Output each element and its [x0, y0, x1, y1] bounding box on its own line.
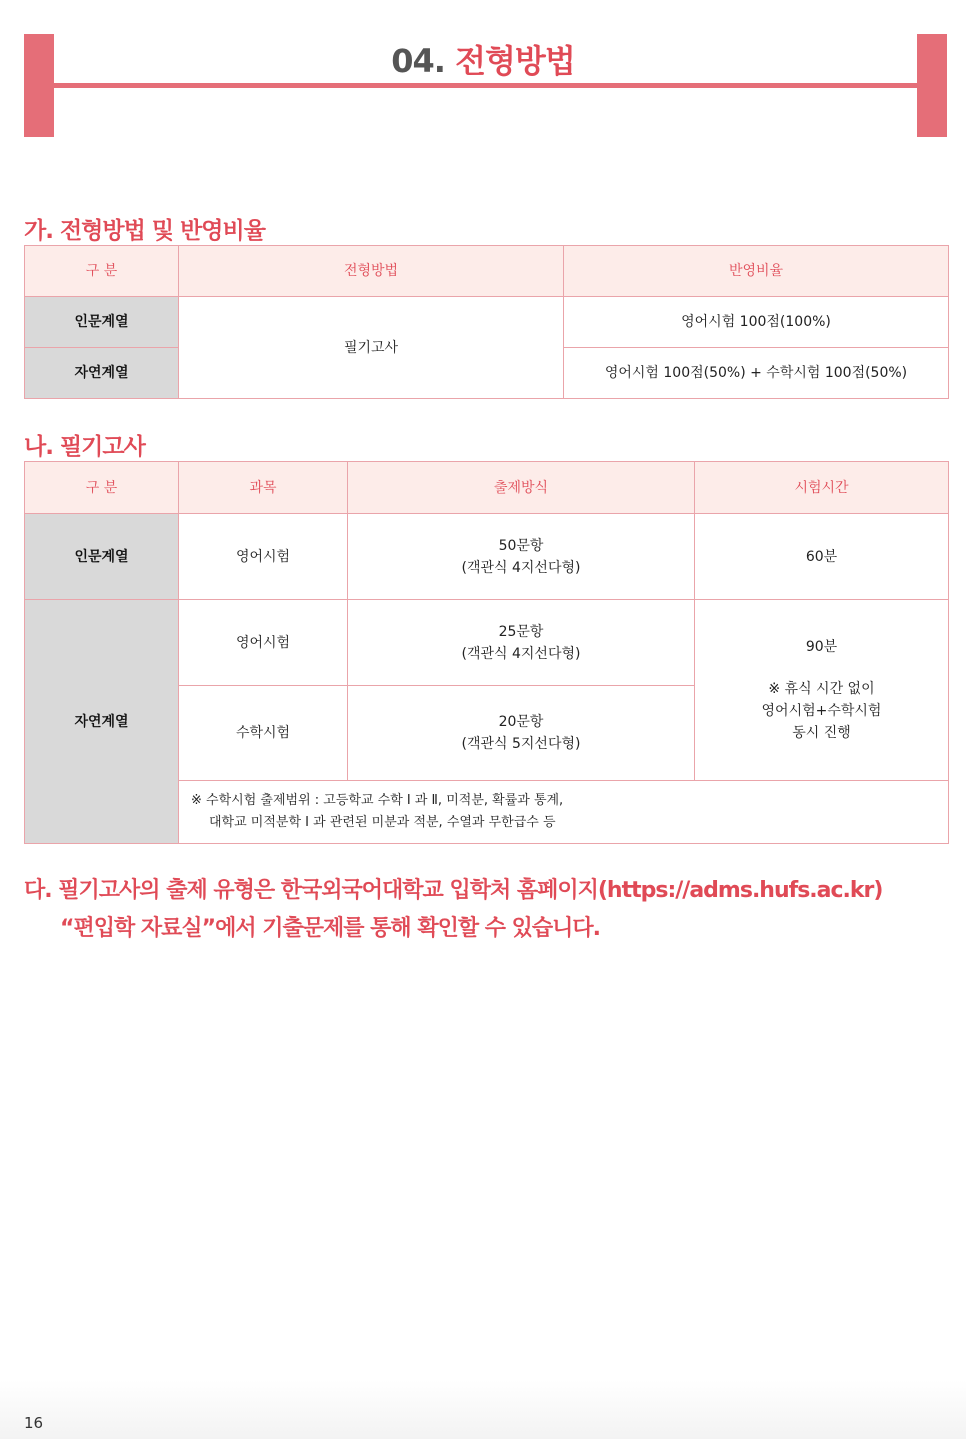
time-note-3: 동시 진행 [792, 725, 851, 741]
page-title [0, 36, 966, 82]
category-natural: 자연계열 [25, 348, 179, 399]
table-row [25, 297, 949, 348]
section-b-title: 나. 필기고사 [24, 434, 145, 460]
time-humanities: 60분 [695, 514, 949, 600]
format-cell [348, 514, 695, 600]
subject-english: 영어시험 [179, 600, 348, 686]
selection-method-table [24, 245, 949, 399]
format-type: (객관식 4지선다형) [461, 645, 581, 662]
note-line-1: ※ 수학시험 출제범위 : 고등학교 수학 Ⅰ 과 Ⅱ, 미적분, 확률과 통계, [191, 793, 564, 808]
format-type: (객관식 5지선다형) [461, 736, 581, 752]
page-title-text: 전형방법 [455, 42, 575, 80]
format-count: 20문항 [498, 714, 544, 730]
category-natural: 자연계열 [25, 600, 179, 844]
header-ratio: 반영비율 [564, 246, 949, 297]
header-time: 시험시간 [695, 462, 949, 514]
section-c-line-1: 다. 필기고사의 출제 유형은 한국외국어대학교 입학처 홈페이지(https://adms.hufs.ac.kr) [24, 878, 883, 903]
page-number: 16 [24, 1414, 44, 1432]
format-cell [348, 600, 695, 686]
math-scope-note [179, 781, 949, 844]
table-header-row [25, 246, 949, 297]
category-humanities: 인문계열 [25, 514, 179, 600]
table-row [25, 600, 949, 686]
header-category: 구 분 [25, 246, 179, 297]
footer-shade [0, 1380, 966, 1439]
section-c-text [24, 872, 954, 948]
ratio-natural: 영어시험 100점(50%) + 수학시험 100점(50%) [564, 348, 949, 399]
time-natural: 90분 [805, 639, 838, 655]
section-a-title: 가. 전형방법 및 반영비율 [24, 218, 265, 244]
section-c-line-2: “편입학 자료실”에서 기출문제를 통해 확인할 수 있습니다. [60, 916, 601, 941]
table-row [25, 514, 949, 600]
table-header-row [25, 462, 949, 514]
header-line [54, 83, 917, 88]
time-natural-cell [695, 600, 949, 781]
category-humanities: 인문계열 [25, 297, 179, 348]
note-line-2: 대학교 미적분학 Ⅰ 과 관련된 미분과 적분, 수열과 무한급수 등 [209, 815, 556, 830]
format-count: 50문항 [498, 537, 544, 554]
header-category: 구 분 [25, 462, 179, 514]
method-cell: 필기고사 [179, 297, 564, 399]
ratio-humanities: 영어시험 100점(100%) [564, 297, 949, 348]
page-title-number: 04. [391, 42, 445, 80]
format-cell [348, 686, 695, 781]
subject-math: 수학시험 [179, 686, 348, 781]
subject-english: 영어시험 [179, 514, 348, 600]
header-method: 전형방법 [179, 246, 564, 297]
format-count: 25문항 [498, 623, 544, 640]
format-type: (객관식 4지선다형) [461, 559, 581, 576]
time-note-1: ※ 휴식 시간 없이 [768, 681, 875, 697]
header-format: 출제방식 [348, 462, 695, 514]
time-note-2: 영어시험+수학시험 [761, 703, 882, 719]
header-subject: 과목 [179, 462, 348, 514]
written-exam-table [24, 461, 949, 844]
